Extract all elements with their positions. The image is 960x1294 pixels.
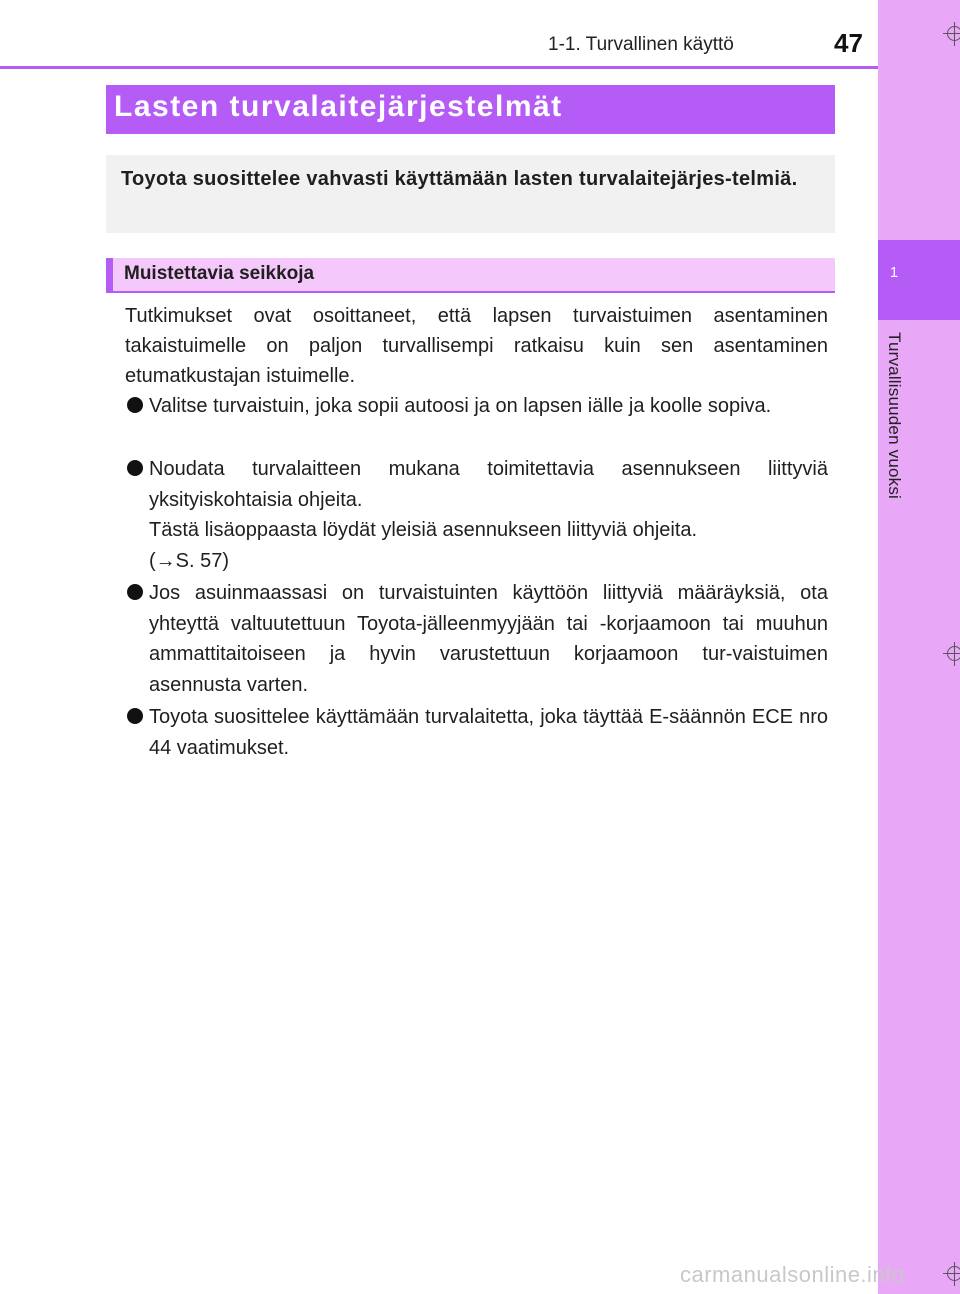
- list-item-text: Jos asuinmaassasi on turvaistuinten käyttöön liittyviä määräyksiä, ota yhteyttä valtuutettuun Toyota-jälleenmyyjään tai -korjaamoon tai muuhun ammattitaitoiseen ja hyvin varustettuun korjaamoon tur-vaistuimen asennusta varten.: [149, 582, 828, 696]
- list-item-text: Valitse turvaistuin, joka sopii autoosi ja on lapsen iälle ja koolle sopiva.: [149, 395, 772, 417]
- header-section-title: 1-1. Turvallinen käyttö: [548, 34, 734, 55]
- page-reference: (→S. 57): [149, 549, 230, 572]
- note-heading-underline: [106, 291, 835, 293]
- note-paragraph: Tutkimukset ovat osoittaneet, että lapsen turvaistuimen asentaminen takaistuimelle on paljon turvallisempi ratkaisu kuin sen asentaminen etumatkustajan istuimelle.: [125, 305, 828, 387]
- header-divider: [0, 66, 878, 69]
- bullet-icon: [127, 584, 143, 600]
- list-item: [125, 391, 828, 422]
- list-item-text: Toyota suosittelee käyttämään turvalaitetta, joka täyttää E-säännön ECE nro 44 vaatimukset.: [149, 706, 828, 759]
- intro-text: Toyota suosittelee vahvasti käyttämään lasten turvalaitejärjes-telmiä.: [121, 168, 798, 190]
- note-heading-accent: [106, 258, 113, 293]
- registration-mark-icon: [943, 22, 960, 46]
- section-title: Lasten turvalaitejärjestelmät: [114, 90, 563, 123]
- chapter-title: Turvallisuuden vuoksi: [885, 332, 904, 500]
- bullet-icon: [127, 460, 143, 476]
- list-item-text: Noudata turvalaitteen mukana toimitettavia asennukseen liittyviä yksityiskohtaisia ohjeita.: [149, 458, 828, 511]
- page-number: 47: [834, 28, 863, 58]
- note-heading: Muistettavia seikkoja: [124, 263, 315, 284]
- registration-mark-icon: [943, 1262, 960, 1286]
- bullet-icon: [127, 708, 143, 724]
- list-item-extra: Tästä lisäoppaasta löydät yleisiä asennukseen liittyviä ohjeita.: [149, 519, 698, 541]
- registration-mark-icon: [943, 642, 960, 666]
- watermark: carmanualsonline.info: [680, 1262, 905, 1287]
- list-item: [125, 578, 828, 700]
- list-item: [125, 454, 828, 576]
- bullet-icon: [127, 397, 143, 413]
- list-item: [125, 702, 828, 763]
- chapter-number: 1: [889, 264, 899, 281]
